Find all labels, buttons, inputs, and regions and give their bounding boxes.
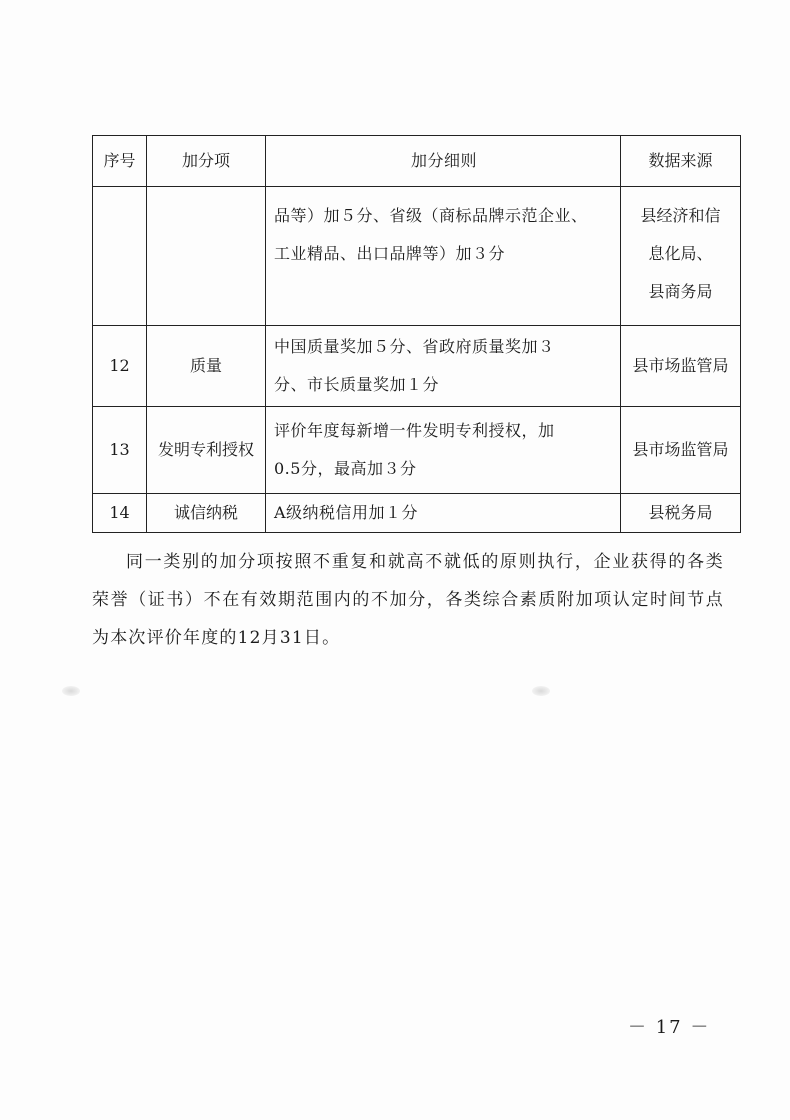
page-number: － 17 － [628,1017,711,1038]
table-row [93,494,741,533]
detail-line: 工业精品、出口品牌等）加３分 [274,244,506,263]
row-serial-no [93,187,147,326]
row-bonus-detail [266,326,621,407]
header-data-source: 数据来源 [621,136,741,187]
detail-line: 分、市长质量奖加１分 [274,375,440,394]
row-bonus-item [147,187,266,326]
row-data-source [621,187,741,326]
row-data-source: 县税务局 [621,494,741,533]
row-bonus-detail [266,407,621,494]
table-row [93,326,741,407]
table-row [93,407,741,494]
row-bonus-detail: A级纳税信用加１分 [266,494,621,533]
source-line: 息化局、 [648,244,713,263]
detail-line: 中国质量奖加５分、省政府质量奖加３ [274,337,555,356]
detail-line: 评价年度每新增一件发明专利授权，加 [274,421,555,440]
row-bonus-item: 发明专利授权 [147,407,266,494]
row-data-source: 县市场监管局 [621,407,741,494]
source-line: 县商务局 [648,282,713,301]
row-serial-no: 13 [93,407,147,494]
scan-smudge [532,686,550,696]
detail-line: 品等）加５分、省级（商标品牌示范企业、 [274,206,588,225]
source-line: 县经济和信 [640,206,721,225]
header-bonus-item: 加分项 [147,136,266,187]
header-serial-no: 序号 [93,136,147,187]
table-row [93,187,741,326]
row-serial-no: 12 [93,326,147,407]
bonus-points-table [92,135,741,533]
row-data-source: 县市场监管局 [621,326,741,407]
rule-note-paragraph: 同一类别的加分项按照不重复和就高不就低的原则执行，企业获得的各类荣誉（证书）不在有效期范围内的不加分，各类综合素质附加项认定时间节点为本次评价年度的12月31日。 [92,552,724,648]
header-bonus-detail: 加分细则 [266,136,621,187]
scan-smudge [62,686,80,696]
row-bonus-item: 诚信纳税 [147,494,266,533]
table-header-row [93,136,741,187]
row-serial-no: 14 [93,494,147,533]
row-bonus-item: 质量 [147,326,266,407]
row-bonus-detail [266,187,621,326]
detail-line: 0.5分，最高加３分 [274,459,417,478]
